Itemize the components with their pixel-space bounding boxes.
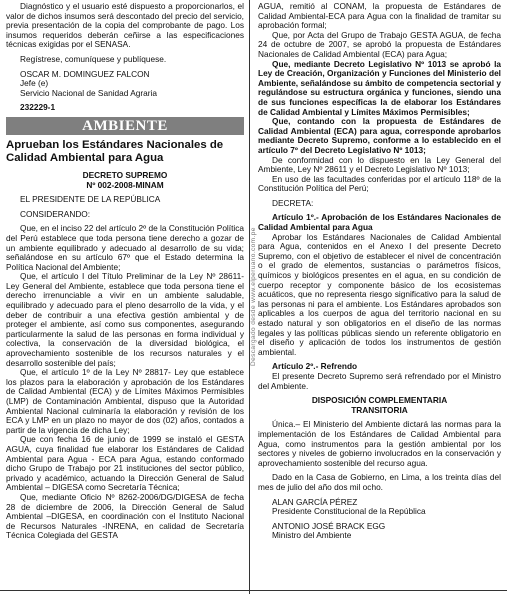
signer-name: OSCAR M. DOMINGUEZ FALCON <box>20 68 150 79</box>
right-column <box>258 2 501 592</box>
considerando-heading: CONSIDERANDO: <box>20 208 91 219</box>
given-clause: Dado en la Casa de Gobierno, en Lima, a los treinta días del mes de julio del año dos mil ocho. <box>258 472 501 492</box>
signer-2-role: Ministro del Ambiente <box>272 530 352 541</box>
source-watermark: Descargado desde www.elperuano.com.pe <box>250 227 257 367</box>
unica-disposition: Única.– El Ministerio del Ambiente dictará las normas para la implementación de los Estándares de Calidad Ambiental para Agua, como instrumentos para la gestión ambiental por los sectores y niveles de gobierno involucrados en la conservación y aprovechamiento sostenible del recurso agua. <box>258 419 501 468</box>
complementary-subheading: TRANSITORIA <box>351 404 408 415</box>
legal-basis-paragraph: En uso de las facultades conferidas por el artículo 118º de la Constitución Política del Perú; <box>258 173 501 194</box>
signer-institution: Servicio Nacional de Sanidad Agraria <box>20 87 157 98</box>
considerando-paragraph: Que, el artículo 1º de la Ley Nº 28817- Ley que establece los plazos para la elaboración y aprobación de los Estándares de Calidad Ambiental (ECA) y de Límites Máximos Permisibles (LMP) de Contaminación Ambiental, dispuso que la Autoridad Ambiental Nacional culminaría la elaboración y revisión de los ECA y LMP en un plazo no mayor de dos (02) años, contados a partir de la vigencia de dicha Ley; <box>6 367 244 435</box>
decreta-heading: DECRETA: <box>272 197 314 208</box>
considerando-paragraph: AGUA, remitió al CONAM, la propuesta de Estándares de Calidad Ambiental-ECA para Agua con la finalidad de tramitar su aprobación formal; <box>258 2 501 31</box>
left-column <box>6 2 244 592</box>
president-heading: EL PRESIDENTE DE LA REPÚBLICA <box>20 194 161 205</box>
legal-basis-paragraph: De conformidad con lo dispuesto en la Ley General del Ambiente, Ley Nº 28611 y el Decreto Legislativo Nº 1013; <box>258 154 501 175</box>
reference-number: 232229-1 <box>20 102 56 113</box>
article-1-text: Aprobar los Estándares Nacionales de Calidad Ambiental para Agua, contenidos en el Anexo I del presente Decreto Supremo, con el objetivo de establecer el nivel de concentración o el grado de elementos, sustancias o parámetros físicos, químicos y biológicos presentes en el agua, en su condición de cuerpo receptor y componente básico de los ecosistemas acuáticos, que no representa riesgo significativo para la salud de las personas ni para el ambiente. Los Estándares aprobados son aplicables a los cuerpos de agua del territorio nacional en su estado natural y son obligatorios en el diseño de las normas legales y las políticas públicas siendo un referente obligatorio en el diseño y aplicación de todos los instrumentos de gestión ambiental. <box>258 231 501 357</box>
considerando-paragraph: Que, en el inciso 22 del artículo 2º de la Constitución Política del Perú establece que toda persona tiene derecho a gozar de un ambiente equilibrado y adecuado al desarrollo de su vida; señalándose en su artículo 67º que el Estado determina la Política Nacional del Ambiente; <box>6 223 244 272</box>
decree-number: Nº 002-2008-MINAM <box>86 179 164 190</box>
article-1-title: Artículo 1º.- Aprobación de los Estándares Nacionales de Calidad Ambiental para Agua <box>258 212 501 233</box>
intro-paragraph: Diagnóstico y el usuario esté dispuesto a proporcionarlos, el valor de dichos insumos será descontado del precio del servicio, previa presentación de la copia del comprobante de pago. Los insumos requeridos deberán ceñirse a las especificaciones técnicas exigidas por el SENASA. <box>6 2 244 50</box>
section-banner: AMBIENTE <box>6 117 244 135</box>
considerando-paragraph: Que, mediante Oficio Nº 8262-2006/DG/DIGESA de fecha 28 de diciembre de 2006, la Dirección General de Salud Ambiental –DIGESA, en coordinación con el Instituto Nacional de Recursos Naturales -INRENA, en calidad de Secretaría Técnica Colegiada del GESTA <box>6 491 244 541</box>
complementary-heading: DISPOSICIÓN COMPLEMENTARIA <box>311 395 448 406</box>
closing-formula: Regístrese, comuníquese y publíquese. <box>20 53 167 64</box>
decree-title: DECRETO SUPREMO <box>82 169 168 180</box>
signer-1-name: ALAN GARCÍA PÉREZ <box>272 496 358 507</box>
considerando-paragraph: Que con fecha 16 de junio de 1999 se instaló el GESTA AGUA, cuya finalidad fue elaborar los Estándares de Calidad Ambiental para Agua - ECA para Agua, estando conformado dicho Grupo de Trabajo por 21 instituciones del sector público, privado y académico, actuando la Dirección General de Salud Ambiental – DIGESA como Secretaría Técnica; <box>6 434 244 493</box>
article-2-title: Artículo 2º.- Refrendo <box>272 361 358 372</box>
bottom-rule <box>0 590 507 591</box>
signer-role: Jefe (e) <box>20 78 49 89</box>
considerando-paragraph: Que, el artículo I del Título Preliminar de la Ley Nº 28611- Ley General del Ambiente, establece que toda persona tiene el derecho irrenunciable a vivir en un ambiente saludable, equilibrado y adecuado para el pleno desarrollo de la vida, y el deber de contribuir a una efectiva gestión ambiental y de proteger el ambiente, así como sus componentes, asegurando particularmente la salud de las personas en forma individual y colectiva, la conservación de la diversidad biológica, el aprovechamiento sostenible de los recursos naturales y el desarrollo sostenible del país; <box>6 271 244 368</box>
article-headline: Aprueban los Estándares Nacionales de Calidad Ambiental para Agua <box>6 138 224 164</box>
signer-1-role: Presidente Constitucional de la República <box>272 506 426 517</box>
article-2-text: El presente Decreto Supremo será refrendado por el Ministro del Ambiente. <box>258 370 501 391</box>
considerando-paragraph: Que, por Acta del Grupo de Trabajo GESTA AGUA, de fecha 24 de octubre de 2007, se aprobó la propuesta de Estándares Nacionales de Calidad Ambiental (ECA) para Agua; <box>258 29 501 59</box>
considerando-paragraph: Que, mediante Decreto Legislativo Nº 1013 se aprobó la Ley de Creación, Organización y Funciones del Ministerio del Ambiente, señalándose su ámbito de competencia sectorial y regulándose su estructura orgánica y funciones, siendo una de sus funciones específicas la de elaborar los Estándares de Calidad Ambiental y Límites Máximos Permisibles; <box>258 58 501 117</box>
signer-2-name: ANTONIO JOSÉ BRACK EGG <box>272 520 386 531</box>
considerando-paragraph: Que, contando con la propuesta de Estándares de Calidad Ambiental (ECA) para agua, corresponde aprobarlos mediante Decreto Supremo, conforme a lo establecido en el artículo 7º del Decreto Legislativo Nº 1013; <box>258 116 501 155</box>
